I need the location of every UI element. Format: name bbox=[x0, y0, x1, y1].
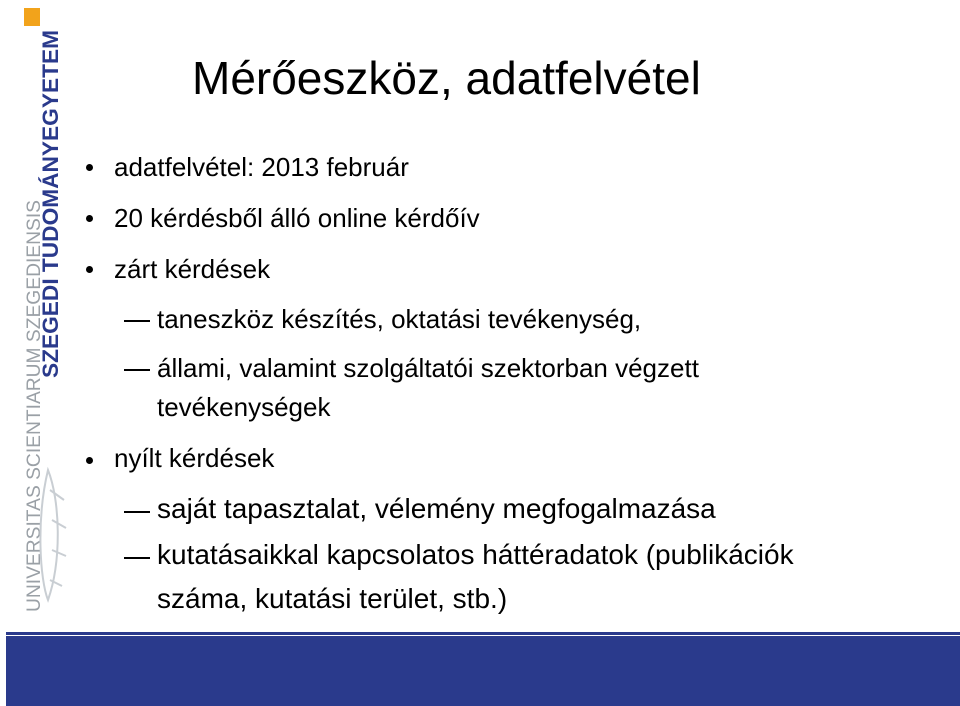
list-item: zárt kérdések bbox=[114, 254, 271, 284]
bullet-dot bbox=[86, 457, 93, 464]
bullet-dash bbox=[124, 557, 150, 559]
list-item: 20 kérdésből álló online kérdőív bbox=[114, 203, 480, 233]
bullet-dash bbox=[124, 369, 150, 371]
list-item: taneszköz készítés, oktatási tevékenység, bbox=[157, 304, 642, 334]
list-item: kutatásaikkal kapcsolatos háttéradatok (publikációk bbox=[157, 539, 794, 570]
list-item: állami, valamint szolgáltatói szektorban végzett bbox=[157, 353, 699, 383]
footer-bar bbox=[6, 636, 960, 706]
list-item-continuation: száma, kutatási terület, stb.) bbox=[157, 583, 508, 614]
bullet-dot bbox=[86, 164, 93, 171]
bullet-dot bbox=[86, 266, 93, 273]
university-latin-name: UNIVERSITAS SCIENTIARUM SZEGEDIENSIS bbox=[24, 204, 45, 612]
list-item-continuation: tevékenységek bbox=[157, 392, 331, 422]
bullet-dot bbox=[86, 215, 93, 222]
list-item: adatfelvétel: 2013 február bbox=[114, 152, 409, 182]
slide-title: Mérőeszköz, adatfelvétel bbox=[192, 52, 701, 104]
bullet-dash bbox=[124, 511, 150, 513]
list-item: saját tapasztalat, vélemény megfogalmazása bbox=[157, 493, 716, 524]
footer-divider bbox=[6, 632, 960, 635]
university-name: SZEGEDI TUDOMÁNYEGYETEM bbox=[38, 40, 63, 378]
list-item: nyílt kérdések bbox=[114, 443, 275, 473]
bullet-dash bbox=[124, 320, 150, 322]
